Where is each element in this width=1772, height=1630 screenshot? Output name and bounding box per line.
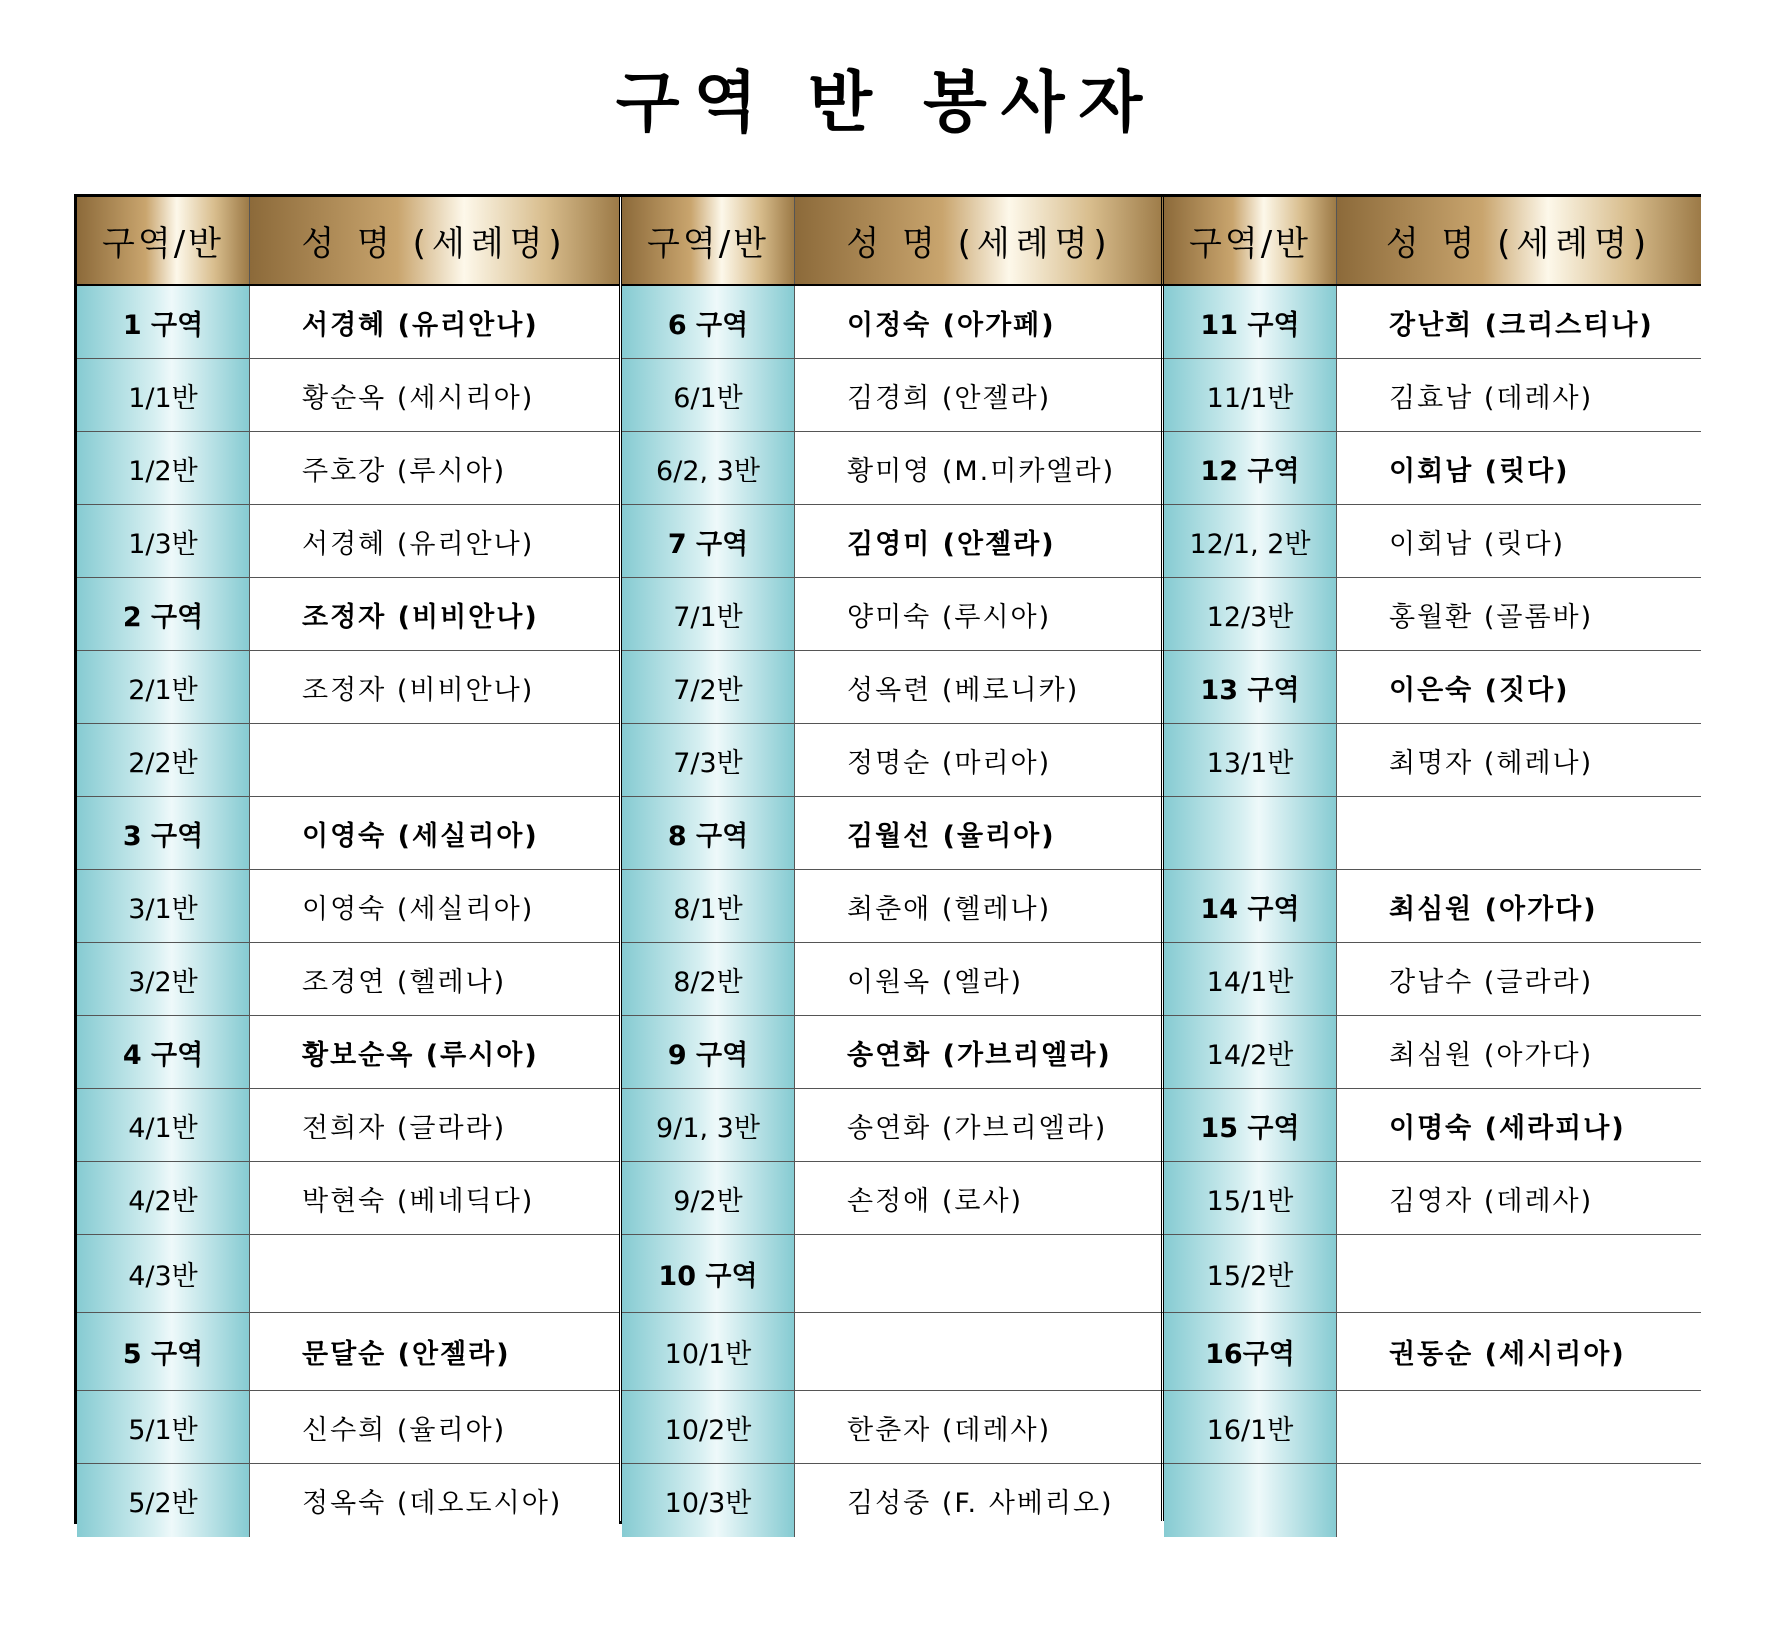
unit-cell: 10/2반 [622,1391,795,1463]
name-cell [1337,1235,1701,1312]
name-cell: 최심원 (아가다) [1337,1016,1701,1088]
table-column-group-1 [77,197,619,1521]
unit-cell: 4/2반 [77,1162,250,1234]
table-row [1164,286,1701,359]
name-cell: 송연화 (가브리엘라) [795,1016,1164,1088]
name-cell: 강남수 (글라라) [1337,943,1701,1015]
table-row [77,943,619,1016]
unit-cell: 7/2반 [622,651,795,723]
table-row [1164,943,1701,1016]
name-cell: 이원옥 (엘라) [795,943,1164,1015]
name-cell: 서경혜 (유리안나) [250,286,619,358]
name-cell: 강난희 (크리스티나) [1337,286,1701,358]
name-cell: 신수희 (율리아) [250,1391,619,1463]
name-cell [795,1235,1164,1312]
unit-cell: 10/1반 [622,1313,795,1390]
unit-cell: 1/1반 [77,359,250,431]
table-row [1164,1162,1701,1235]
unit-cell: 10 구역 [622,1235,795,1312]
name-cell: 최명자 (헤레나) [1337,724,1701,796]
table-row [622,724,1164,797]
table-row [1164,651,1701,724]
unit-cell: 2/1반 [77,651,250,723]
table-row [1164,797,1701,870]
name-cell: 황미영 (M.미카엘라) [795,432,1164,504]
table-row [77,1313,619,1391]
unit-cell: 9/1, 3반 [622,1089,795,1161]
table-row [77,651,619,724]
name-cell [1337,1464,1701,1537]
table-row [77,1016,619,1089]
table-row [1164,505,1701,578]
unit-cell [1164,1464,1337,1537]
name-cell: 김월선 (율리아) [795,797,1164,869]
table-row [77,1235,619,1313]
name-cell: 조정자 (비비안나) [250,651,619,723]
name-cell: 서경혜 (유리안나) [250,505,619,577]
unit-cell: 11 구역 [1164,286,1337,358]
table-row [1164,1464,1701,1537]
unit-cell: 7/1반 [622,578,795,650]
name-cell [1337,1391,1701,1463]
table-row [77,1089,619,1162]
table-row [1164,432,1701,505]
unit-cell: 9/2반 [622,1162,795,1234]
name-cell: 문달순 (안젤라) [250,1313,619,1390]
volunteer-table [74,194,1701,1524]
name-cell: 이영숙 (세실리아) [250,870,619,942]
unit-cell [1164,797,1337,869]
name-cell: 한춘자 (데레사) [795,1391,1164,1463]
unit-cell: 13 구역 [1164,651,1337,723]
unit-cell: 9 구역 [622,1016,795,1088]
unit-cell: 11/1반 [1164,359,1337,431]
table-row [622,870,1164,943]
unit-cell: 12/1, 2반 [1164,505,1337,577]
table-row [622,1235,1164,1313]
unit-cell: 14/1반 [1164,943,1337,1015]
unit-cell: 15 구역 [1164,1089,1337,1161]
name-cell: 황보순옥 (루시아) [250,1016,619,1088]
table-row [1164,1391,1701,1464]
table-header-row [77,197,619,286]
name-cell [250,724,619,796]
name-cell: 박현숙 (베네딕다) [250,1162,619,1234]
name-cell [250,1235,619,1312]
unit-cell: 1/3반 [77,505,250,577]
name-cell: 김영미 (안젤라) [795,505,1164,577]
table-row [1164,870,1701,943]
table-row [1164,1016,1701,1089]
table-row [1164,1235,1701,1313]
table-header-row [1164,197,1701,286]
unit-cell: 16/1반 [1164,1391,1337,1463]
name-cell: 정명순 (마리아) [795,724,1164,796]
name-cell: 이은숙 (짓다) [1337,651,1701,723]
table-row [1164,724,1701,797]
name-cell: 이정숙 (아가페) [795,286,1164,358]
name-cell: 양미숙 (루시아) [795,578,1164,650]
table-row [77,286,619,359]
table-row [622,1016,1164,1089]
table-row [77,1162,619,1235]
table-row [77,1391,619,1464]
name-cell: 손정애 (로사) [795,1162,1164,1234]
unit-cell: 1/2반 [77,432,250,504]
header-unit-cell: 구역/반 [77,197,250,284]
header-name-cell: 성 명 (세례명) [250,197,619,284]
name-cell: 주호강 (루시아) [250,432,619,504]
name-cell: 정옥숙 (데오도시아) [250,1464,619,1537]
unit-cell: 1 구역 [77,286,250,358]
name-cell: 송연화 (가브리엘라) [795,1089,1164,1161]
table-row [622,1162,1164,1235]
table-row [77,870,619,943]
table-row [1164,359,1701,432]
unit-cell: 5 구역 [77,1313,250,1390]
table-row [77,797,619,870]
name-cell: 이회남 (릿다) [1337,432,1701,504]
unit-cell: 3/1반 [77,870,250,942]
unit-cell: 6/1반 [622,359,795,431]
page-title: 구역 반 봉사자 [615,64,1157,141]
table-row [1164,1089,1701,1162]
unit-cell: 14/2반 [1164,1016,1337,1088]
unit-cell: 12/3반 [1164,578,1337,650]
name-cell [1337,797,1701,869]
unit-cell: 2/2반 [77,724,250,796]
unit-cell: 15/1반 [1164,1162,1337,1234]
unit-cell: 12 구역 [1164,432,1337,504]
header-unit-cell: 구역/반 [622,197,795,284]
table-row [622,943,1164,1016]
unit-cell: 5/1반 [77,1391,250,1463]
unit-cell: 6/2, 3반 [622,432,795,504]
table-row [622,286,1164,359]
name-cell: 조경연 (헬레나) [250,943,619,1015]
name-cell: 김효남 (데레사) [1337,359,1701,431]
name-cell: 황순옥 (세시리아) [250,359,619,431]
table-row [77,432,619,505]
unit-cell: 8/1반 [622,870,795,942]
table-row [622,578,1164,651]
table-row [1164,578,1701,651]
unit-cell: 13/1반 [1164,724,1337,796]
table-column-group-2 [619,197,1164,1521]
name-cell: 이회남 (릿다) [1337,505,1701,577]
table-row [77,1464,619,1537]
table-header-row [622,197,1164,286]
name-cell: 홍월환 (골롬바) [1337,578,1701,650]
header-name-cell: 성 명 (세례명) [1337,197,1701,284]
unit-cell: 6 구역 [622,286,795,358]
unit-cell: 16구역 [1164,1313,1337,1390]
name-cell: 김영자 (데레사) [1337,1162,1701,1234]
table-row [622,359,1164,432]
header-name-cell: 성 명 (세례명) [795,197,1164,284]
table-row [77,505,619,578]
name-cell: 이영숙 (세실리아) [250,797,619,869]
table-row [77,578,619,651]
unit-cell: 4/1반 [77,1089,250,1161]
name-cell [795,1313,1164,1390]
unit-cell: 5/2반 [77,1464,250,1537]
unit-cell: 4 구역 [77,1016,250,1088]
name-cell: 성옥련 (베로니카) [795,651,1164,723]
name-cell: 조정자 (비비안나) [250,578,619,650]
unit-cell: 3 구역 [77,797,250,869]
name-cell: 전희자 (글라라) [250,1089,619,1161]
name-cell: 이명숙 (세라피나) [1337,1089,1701,1161]
name-cell: 김경희 (안젤라) [795,359,1164,431]
table-row [77,724,619,797]
unit-cell: 8/2반 [622,943,795,1015]
table-row [622,797,1164,870]
table-row [1164,1313,1701,1391]
unit-cell: 8 구역 [622,797,795,869]
name-cell: 최춘애 (헬레나) [795,870,1164,942]
unit-cell: 14 구역 [1164,870,1337,942]
table-row [77,359,619,432]
table-column-group-3 [1161,197,1701,1521]
table-row [622,432,1164,505]
unit-cell: 2 구역 [77,578,250,650]
table-row [622,1391,1164,1464]
table-row [622,651,1164,724]
table-row [622,1464,1164,1537]
name-cell: 권동순 (세시리아) [1337,1313,1701,1390]
unit-cell: 7 구역 [622,505,795,577]
table-row [622,505,1164,578]
table-row [622,1313,1164,1391]
header-unit-cell: 구역/반 [1164,197,1337,284]
unit-cell: 10/3반 [622,1464,795,1537]
unit-cell: 3/2반 [77,943,250,1015]
name-cell: 김성중 (F. 사베리오) [795,1464,1164,1537]
name-cell: 최심원 (아가다) [1337,870,1701,942]
table-row [622,1089,1164,1162]
unit-cell: 15/2반 [1164,1235,1337,1312]
unit-cell: 7/3반 [622,724,795,796]
unit-cell: 4/3반 [77,1235,250,1312]
